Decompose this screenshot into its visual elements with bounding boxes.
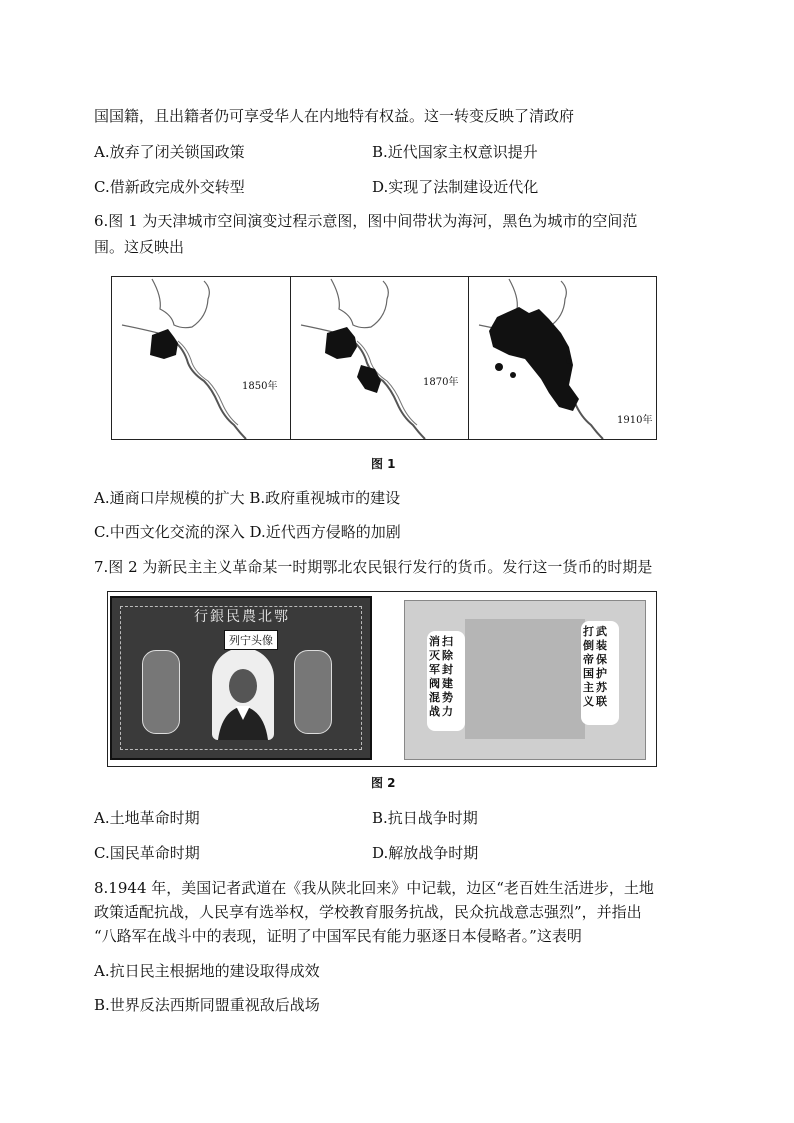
q6-options-cd: C.中西文化交流的深入 D.近代西方侵略的加剧 [94, 523, 401, 541]
q5-option-a: A.放弃了闭关锁国政策 [94, 143, 245, 161]
q8-stem-line3: “八路军在战斗中的表现，证明了中国军民有能力驱逐日本侵略者。”这表明 [94, 927, 582, 945]
map-panel-1870 [291, 277, 469, 439]
q7-option-c: C.国民革命时期 [94, 844, 200, 862]
q6-stem-line1: 6.图 1 为天津城市空间演变过程示意图，图中间带状为海河，黑色为城市的空间范 [94, 212, 638, 230]
map-panel-1850 [112, 277, 291, 439]
map-1870-illustration [291, 277, 468, 439]
figure-1-tianjin-maps [111, 276, 657, 440]
q6-options-ab: A.通商口岸规模的扩大 B.政府重视城市的建设 [94, 489, 401, 507]
q7-stem: 7.图 2 为新民主主义革命某一时期鄂北农民银行发行的货币。发行这一货币的时期是 [94, 558, 653, 576]
map-1850-illustration [112, 277, 290, 439]
lenin-portrait-illustration [212, 648, 274, 740]
figure-1-caption: 图 1 [371, 457, 396, 471]
slogan-left: 消 灭 军 阀 混 战 扫 除 封 建 势 力 [427, 631, 465, 731]
map-year-1870: 1870年 [423, 377, 459, 388]
q5-option-d: D.实现了法制建设近代化 [372, 178, 539, 196]
q8-stem-line1: 8.1944 年，美国记者武道在《我从陕北回来》中记载，边区“老百姓生活进步，土地 [94, 879, 654, 897]
slogan-right: 打 倒 帝 国 主 义 武 装 保 护 苏 联 [581, 621, 619, 725]
banknote-title: 行銀民農北鄂 [194, 609, 290, 625]
figure-2-caption: 图 2 [371, 776, 396, 790]
q6-stem-line2: 围。这反映出 [94, 238, 185, 256]
q7-option-a: A.土地革命时期 [94, 809, 200, 827]
banknote-back [404, 600, 646, 760]
q8-option-a: A.抗日民主根据地的建设取得成效 [94, 962, 320, 980]
map-year-1910: 1910年 [617, 415, 653, 426]
banknote-left-medallion [142, 650, 180, 734]
q7-option-b: B.抗日战争时期 [372, 809, 478, 827]
banknote-front [110, 596, 372, 760]
map-year-1850: 1850年 [242, 381, 278, 392]
q7-option-d: D.解放战争时期 [372, 844, 479, 862]
portrait-label: 列宁头像 [224, 630, 278, 650]
figure-2-currency [107, 591, 657, 767]
q5-option-c: C.借新政完成外交转型 [94, 178, 245, 196]
q8-stem-line2: 政策适配抗战，人民享有选举权，学校教育服务抗战，民众抗战意志强烈”，并指出 [94, 903, 642, 921]
q5-stem-tail: 国国籍，且出籍者仍可享受华人在内地特有权益。这一转变反映了清政府 [94, 107, 575, 125]
q8-option-b: B.世界反法西斯同盟重视敌后战场 [94, 996, 320, 1014]
q5-option-b: B.近代国家主权意识提升 [372, 143, 538, 161]
lenin-portrait [212, 648, 274, 740]
map-panel-1910 [469, 277, 656, 439]
banknote-right-medallion [294, 650, 332, 734]
